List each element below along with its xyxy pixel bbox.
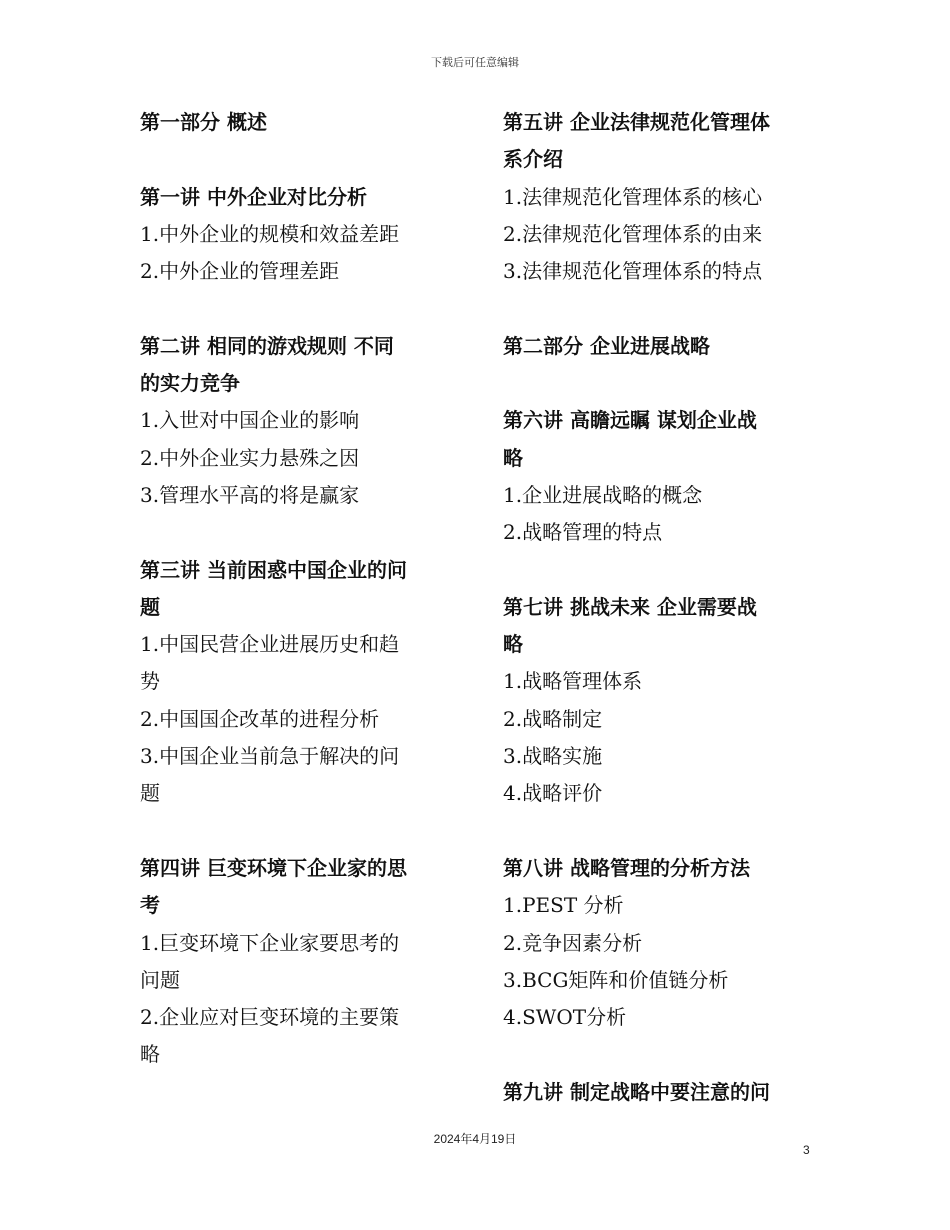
- lecture-7-item: 1.战略管理体系: [503, 669, 643, 694]
- page-number: 3: [803, 1143, 810, 1157]
- lecture-4-item: 2.企业应对巨变环境的主要策: [140, 1005, 400, 1030]
- lecture-7-title: 第七讲 挑战未来 企业需要战: [503, 594, 757, 619]
- lecture-8-item: 3.BCG矩阵和价值链分析: [503, 967, 729, 992]
- lecture-2-title: 第二讲 相同的游戏规则 不同: [140, 333, 394, 358]
- lecture-7-item: 4.战略评价: [503, 781, 603, 806]
- lecture-3-item: 题: [140, 781, 160, 806]
- lecture-5-title-cont: 系介绍: [503, 147, 563, 172]
- lecture-2-item: 3.管理水平高的将是赢家: [140, 482, 360, 507]
- lecture-3-item: 3.中国企业当前急于解决的问: [140, 744, 400, 769]
- part-2-title: 第二部分 企业进展战略: [503, 333, 710, 358]
- lecture-4-item: 略: [140, 1042, 160, 1067]
- lecture-4-item: 1.巨变环境下企业家要思考的: [140, 930, 400, 955]
- footer-date: 2024年4月19日: [433, 1132, 517, 1146]
- lecture-3-title-cont: 题: [140, 594, 160, 619]
- lecture-1-item: 2.中外企业的管理差距: [140, 259, 340, 284]
- lecture-2-title-cont: 的实力竞争: [140, 371, 240, 396]
- spacer: [140, 514, 450, 551]
- lecture-6-item: 2.战略管理的特点: [503, 520, 663, 545]
- lecture-9-title: 第九讲 制定战略中要注意的问: [503, 1079, 770, 1104]
- lecture-5-item: 2.法律规范化管理体系的由来: [503, 221, 763, 246]
- lecture-6-title: 第六讲 高瞻远瞩 谋划企业战: [503, 408, 757, 433]
- lecture-8-title: 第八讲 战略管理的分析方法: [503, 855, 750, 880]
- lecture-4-title: 第四讲 巨变环境下企业家的思: [140, 855, 407, 880]
- lecture-8-item: 2.竞争因素分析: [503, 930, 643, 955]
- lecture-4-title-cont: 考: [140, 893, 160, 918]
- lecture-2-item: 2.中外企业实力悬殊之因: [140, 445, 360, 470]
- lecture-5-item: 3.法律规范化管理体系的特点: [503, 259, 763, 284]
- spacer: [140, 290, 450, 327]
- lecture-5-title: 第五讲 企业法律规范化管理体: [503, 110, 770, 134]
- left-column: [140, 104, 450, 1074]
- lecture-2-item: 1.入世对中国企业的影响: [140, 408, 360, 433]
- lecture-1-title: 第一讲 中外企业对比分析: [140, 184, 367, 209]
- lecture-5-item: 1.法律规范化管理体系的核心: [503, 184, 763, 209]
- lecture-8-item: 1.PEST 分析: [503, 893, 624, 918]
- lecture-7-item: 3.战略实施: [503, 744, 603, 769]
- spacer: [503, 552, 813, 589]
- lecture-3-item: 1.中国民营企业进展历史和趋: [140, 632, 400, 657]
- spacer: [503, 290, 813, 327]
- right-column: [503, 104, 813, 1111]
- part-1-title: 第一部分 概述: [140, 110, 267, 134]
- lecture-4-item: 问题: [140, 967, 180, 992]
- lecture-6-item: 1.企业进展战略的概念: [503, 482, 703, 507]
- lecture-3-title: 第三讲 当前困惑中国企业的问: [140, 557, 407, 582]
- spacer: [503, 1036, 813, 1073]
- lecture-1-item: 1.中外企业的规模和效益差距: [140, 221, 400, 246]
- lecture-3-item: 势: [140, 669, 160, 694]
- lecture-3-item: 2.中国国企改革的进程分析: [140, 706, 380, 731]
- spacer: [503, 365, 813, 402]
- spacer: [140, 141, 450, 178]
- spacer: [503, 813, 813, 850]
- lecture-7-item: 2.战略制定: [503, 706, 603, 731]
- lecture-7-title-cont: 略: [503, 632, 523, 657]
- lecture-6-title-cont: 略: [503, 445, 523, 470]
- spacer: [140, 813, 450, 850]
- lecture-8-item: 4.SWOT分析: [503, 1005, 627, 1030]
- page-header: 下载后可任意编辑: [431, 56, 519, 69]
